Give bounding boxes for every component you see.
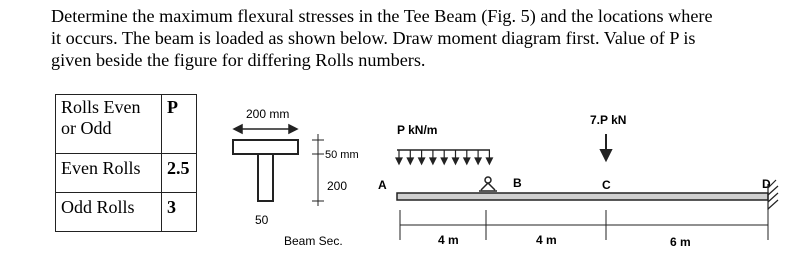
table-header-p: P <box>162 95 197 154</box>
udl-arrow-head <box>486 158 492 164</box>
row-value-even: 2.5 <box>162 154 197 193</box>
span-3-label: 6 m <box>670 235 691 249</box>
udl-arrow-head <box>453 158 459 164</box>
point-b-label: B <box>513 176 522 190</box>
udl-label: P kN/m <box>397 123 438 137</box>
section-caption: Beam Sec. <box>284 234 343 248</box>
row-label-odd: Odd Rolls <box>56 193 162 232</box>
span-2-label: 4 m <box>536 233 557 247</box>
problem-line-1: Determine the maximum flexural stresses in the Tee Beam (Fig. 5) and the locations where <box>51 6 713 26</box>
tee-web <box>258 154 273 201</box>
pin-support-b <box>479 177 497 191</box>
beam-member <box>397 193 768 200</box>
udl-arrow-head <box>441 158 447 164</box>
row-value-odd: 3 <box>162 193 197 232</box>
udl-arrow-head <box>407 158 413 164</box>
point-d-label: D <box>762 177 771 191</box>
udl-arrow-head <box>396 158 402 164</box>
tee-section <box>233 140 298 201</box>
problem-line-2: it occurs. The beam is loaded as shown below. Draw moment diagram first. Value of P is <box>51 28 696 48</box>
udl-arrow-head <box>475 158 481 164</box>
flange-width-label: 200 mm <box>246 107 290 121</box>
point-load-arrow <box>601 134 611 160</box>
row-label-even: Even Rolls <box>56 154 162 193</box>
flange-thickness-dimension <box>312 134 324 158</box>
header-label-line-1: Rolls Even <box>61 97 141 117</box>
problem-line-3: given beside the figure for differing Rolls numbers. <box>51 50 426 70</box>
tee-flange <box>233 140 298 154</box>
flange-width-dimension <box>234 125 297 133</box>
header-label-line-2: or Odd <box>61 118 112 138</box>
point-load-label: 7.P kN <box>590 113 627 127</box>
web-depth-label: 200 <box>327 179 348 193</box>
point-a-label: A <box>378 178 387 192</box>
udl-arrow-head <box>430 158 436 164</box>
point-c-label: C <box>602 178 611 192</box>
span-1-label: 4 m <box>438 233 459 247</box>
udl-arrow-head <box>464 158 470 164</box>
web-depth-dimension <box>312 158 324 206</box>
udl-load <box>396 150 492 164</box>
udl-arrow-head <box>419 158 425 164</box>
web-width-label: 50 <box>255 213 269 227</box>
flange-thickness-label: 50 mm <box>325 149 359 161</box>
